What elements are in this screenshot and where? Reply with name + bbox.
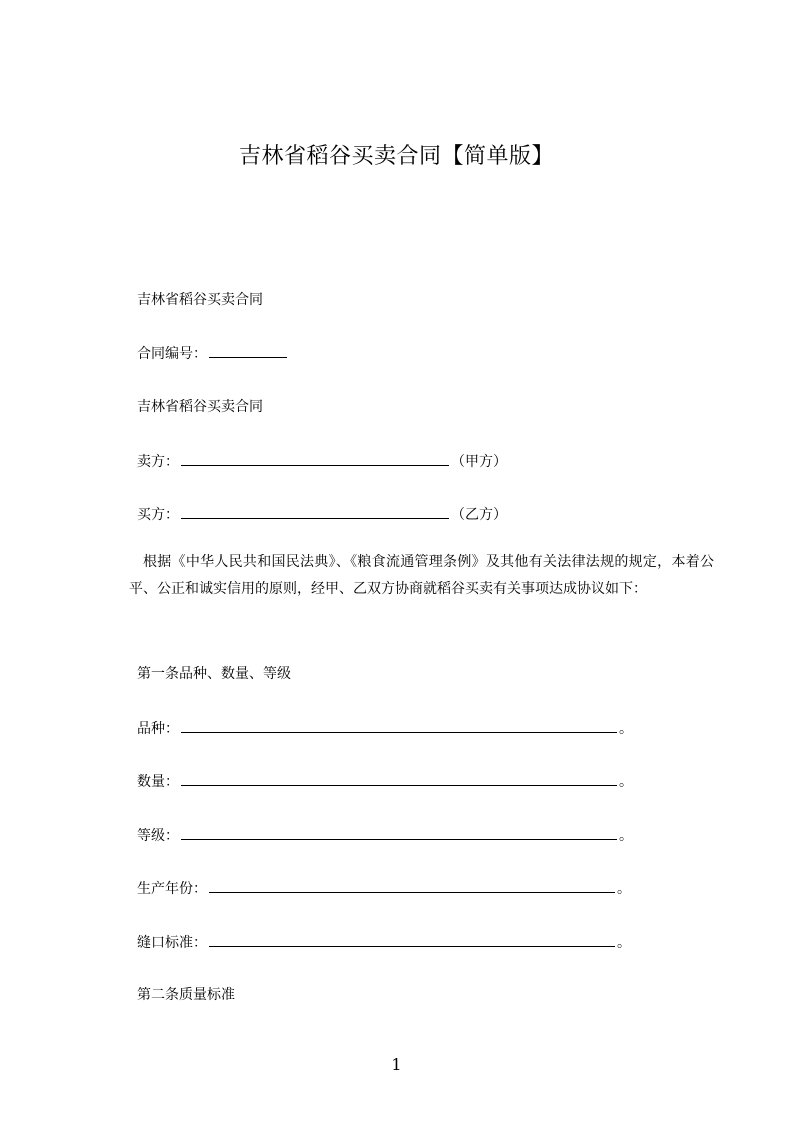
quantity-suffix: 。 [619, 774, 633, 790]
seam-standard-blank[interactable] [209, 932, 615, 947]
contract-subheading: 吉林省稻谷买卖合同 [137, 399, 263, 415]
variety-line [137, 718, 633, 739]
seam-standard-label: 缝口标准： [137, 935, 207, 951]
contract-number-line [137, 343, 289, 364]
seam-standard-line [137, 932, 631, 953]
buyer-suffix: （乙方） [451, 507, 507, 523]
intro-paragraph: 根据《中华人民共和国民法典》、《粮食流通管理条例》及其他有关法律法规的规定，本着公平、公正和诚实信用的原则，经甲、乙双方协商就稻谷买卖有关事项达成协议如下： [129, 554, 714, 597]
seller-blank[interactable] [181, 451, 449, 466]
article-1-heading: 第一条品种、数量、等级 [137, 666, 291, 682]
grade-blank[interactable] [181, 825, 617, 840]
seller-suffix: （甲方） [451, 454, 507, 470]
grade-suffix: 。 [619, 828, 633, 844]
quantity-label: 数量： [137, 774, 179, 790]
contract-heading: 吉林省稻谷买卖合同 [137, 292, 263, 308]
contract-number-blank[interactable] [209, 343, 287, 358]
quantity-line [137, 771, 633, 792]
seam-standard-suffix: 。 [617, 935, 631, 951]
buyer-blank[interactable] [181, 504, 449, 519]
seller-label: 卖方： [137, 454, 179, 470]
article-2-heading: 第二条质量标准 [137, 987, 235, 1003]
production-year-suffix: 。 [617, 881, 631, 897]
production-year-label: 生产年份： [137, 881, 207, 897]
variety-blank[interactable] [181, 718, 617, 733]
buyer-label: 买方： [137, 507, 179, 523]
variety-label: 品种： [137, 721, 179, 737]
quantity-blank[interactable] [181, 771, 617, 786]
page-number: 1 [391, 1055, 402, 1074]
variety-suffix: 。 [619, 721, 633, 737]
production-year-line [137, 878, 631, 899]
document-title: 吉林省稻谷买卖合同【简单版】 [238, 144, 554, 169]
buyer-line [137, 504, 507, 525]
contract-number-label: 合同编号： [137, 346, 207, 362]
seller-line [137, 451, 507, 472]
grade-label: 等级： [137, 828, 179, 844]
production-year-blank[interactable] [209, 878, 615, 893]
grade-line [137, 825, 633, 846]
